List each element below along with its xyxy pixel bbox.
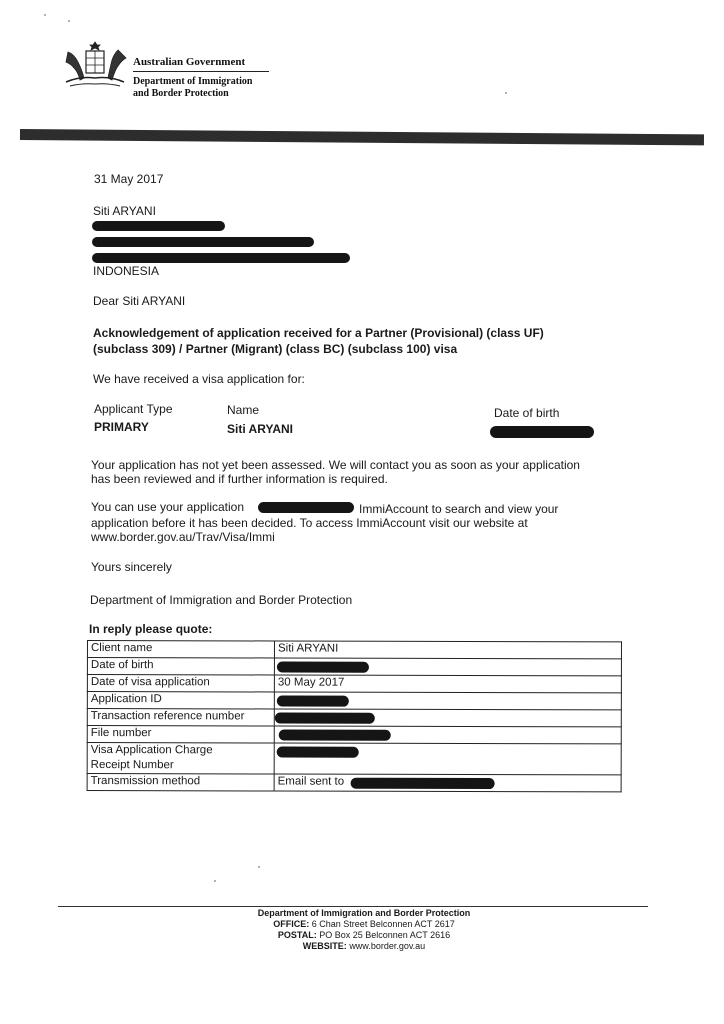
reference-table xyxy=(87,640,622,792)
redaction-mark xyxy=(258,502,354,513)
header-date-of-birth: Date of birth xyxy=(494,406,560,420)
assessment-para-line1: Your application has not yet been assessed. We will contact you as soon as your application xyxy=(91,458,580,472)
footer-website-value: www.border.gov.au xyxy=(349,941,426,951)
redaction-mark xyxy=(92,221,225,231)
footer-postal-value: PO Box 25 Belconnen ACT 2616 xyxy=(319,930,451,940)
header-name: Name xyxy=(227,403,260,417)
table-row xyxy=(87,743,621,775)
table-row xyxy=(87,658,621,676)
scan-speck xyxy=(44,14,46,16)
redaction-mark xyxy=(277,695,349,706)
row-label-line1: Visa Application Charge xyxy=(90,744,213,757)
footer-website-label: WEBSITE: xyxy=(302,941,347,951)
coat-of-arms-icon xyxy=(62,40,128,92)
footer-department: Department of Immigration and Border Protection xyxy=(257,908,471,918)
applicant-type-value: PRIMARY xyxy=(94,420,149,434)
redaction-mark xyxy=(92,237,314,247)
row-value xyxy=(274,709,621,727)
table-row xyxy=(87,692,621,710)
header-bar xyxy=(20,129,704,145)
row-value xyxy=(274,774,621,792)
redaction-mark xyxy=(490,426,594,438)
header-applicant-type: Applicant Type xyxy=(94,402,173,416)
recipient-name: Siti ARYANI xyxy=(93,204,156,218)
redaction-mark xyxy=(279,730,391,741)
recipient-country: INDONESIA xyxy=(93,264,160,278)
footer-postal xyxy=(4,930,724,941)
redaction-mark xyxy=(277,661,369,672)
row-label xyxy=(87,743,274,774)
redaction-mark xyxy=(275,712,375,723)
footer-office xyxy=(4,919,724,930)
table-row xyxy=(87,641,621,659)
row-label-line2: Receipt Number xyxy=(90,759,174,772)
assessment-para-line2: has been reviewed and if further information is required. xyxy=(91,472,388,486)
agency-block xyxy=(133,56,269,100)
transmission-value: Email sent to xyxy=(277,775,345,788)
applicant-name-value: Siti ARYANI xyxy=(227,422,294,436)
redaction-mark xyxy=(351,778,495,789)
immiaccount-para-line1-end: ImmiAccount to search and view your xyxy=(359,502,559,516)
intro-text: We have received a visa application for: xyxy=(93,372,305,386)
immiaccount-para-line2: application before it has been decided. To access ImmiAccount visit our website at xyxy=(91,516,528,530)
signatory: Department of Immigration and Border Protection xyxy=(90,593,353,607)
row-label: Date of birth xyxy=(87,658,274,675)
subject-line-2: (subclass 309) / Partner (Migrant) (class BC) (subclass 100) visa xyxy=(93,342,458,356)
redaction-mark xyxy=(92,253,350,263)
footer-divider xyxy=(58,906,648,907)
row-label: File number xyxy=(87,726,274,743)
row-label: Transmission method xyxy=(87,774,274,791)
row-value xyxy=(274,726,621,744)
subject-line-1: Acknowledgement of application received for a Partner (Provisional) (class UF) xyxy=(93,326,544,340)
row-value: 30 May 2017 xyxy=(274,675,621,693)
government-name: Australian Government xyxy=(133,56,246,68)
immiaccount-para-line1-start: You can use your application xyxy=(91,500,244,514)
footer-office-label: OFFICE: xyxy=(273,919,310,929)
row-value xyxy=(274,743,621,775)
scan-speck xyxy=(214,880,216,882)
row-label: Client name xyxy=(87,641,274,658)
row-label: Transaction reference number xyxy=(87,709,274,726)
table-row xyxy=(87,709,621,727)
footer-office-value: 6 Chan Street Belconnen ACT 2617 xyxy=(311,919,455,929)
footer-website xyxy=(4,941,724,952)
row-value xyxy=(274,658,621,676)
row-value xyxy=(274,692,621,710)
closing: Yours sincerely xyxy=(91,560,172,574)
scan-speck xyxy=(258,866,260,868)
table-row xyxy=(87,726,621,744)
table-row xyxy=(87,675,621,693)
scan-speck xyxy=(505,92,507,94)
department-name-line1: Department of Immigration xyxy=(133,76,253,87)
salutation: Dear Siti ARYANI xyxy=(93,294,186,308)
redaction-mark xyxy=(277,746,359,757)
row-value: Siti ARYANI xyxy=(274,641,621,659)
letter-date: 31 May 2017 xyxy=(94,172,164,186)
immiaccount-url: www.border.gov.au/Trav/Visa/Immi xyxy=(91,530,275,544)
scan-speck xyxy=(68,20,70,22)
footer-postal-label: POSTAL: xyxy=(277,930,317,940)
quote-title: In reply please quote: xyxy=(89,622,213,636)
department-name-line2: and Border Protection xyxy=(133,88,229,99)
footer xyxy=(0,908,724,952)
row-label: Application ID xyxy=(87,692,274,709)
table-row xyxy=(87,774,621,792)
agency-divider xyxy=(133,71,269,72)
row-label: Date of visa application xyxy=(87,675,274,692)
